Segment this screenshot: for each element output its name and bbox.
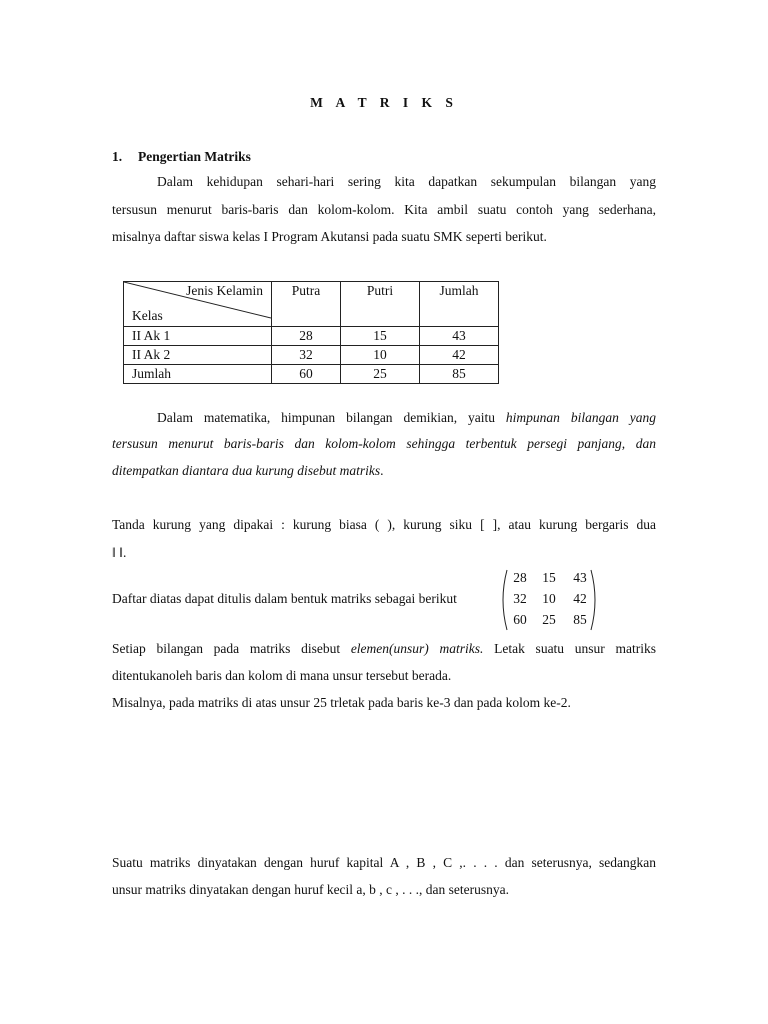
para5-line1-normal: Setiap bilangan pada matriks disebut — [112, 641, 351, 656]
matrix — [499, 568, 599, 632]
matrix-cell: 32 — [513, 591, 527, 606]
para5-line1-italic: elemen(unsur) matriks. — [350, 641, 484, 656]
row-label: II Ak 1 — [124, 327, 272, 346]
table-cell: 60 — [272, 365, 341, 384]
section-heading-text: Pengertian Matriks — [138, 149, 251, 164]
para2-line1 — [112, 410, 656, 426]
page-title: M A T R I K S — [310, 95, 458, 110]
para6-line1: Suatu matriks dinyatakan dengan huruf kapital A , B , C ,. . . . dan seterusnya, sedangkan — [112, 855, 656, 870]
matrix-cell: 28 — [513, 570, 527, 585]
para6-line2: unsur matriks dinyatakan dengan huruf kecil a, b , c , . . ., dan seterusnya. — [112, 882, 510, 897]
table-cell: 43 — [420, 327, 499, 346]
para3-line2: ‖ ‖. — [112, 545, 127, 560]
table-row — [124, 365, 499, 384]
para2-line3 — [112, 463, 656, 479]
column-header: Putra — [272, 282, 341, 327]
table-corner-header — [124, 282, 272, 327]
matrix-cell: 85 — [573, 612, 587, 627]
table-cell: 10 — [341, 346, 420, 365]
para5-line2: ditentukanoleh baris dan kolom di mana unsur tersebut berada. — [112, 668, 452, 683]
matrix-cell: 42 — [573, 591, 587, 606]
student-table — [123, 281, 499, 384]
row-label: II Ak 2 — [124, 346, 272, 365]
column-header: Putri — [341, 282, 420, 327]
para3-line1: Tanda kurung yang dipakai : kurung biasa ( ), kurung siku [ ], atau kurung bergaris dua — [112, 517, 656, 532]
para2-line2-italic: tersusun menurut baris-baris dan kolom-kolom sehingga terbentuk persegi panjang, dan — [112, 436, 656, 451]
table-row — [124, 346, 499, 365]
para4-text: Daftar diatas dapat ditulis dalam bentuk matriks sebagai berikut — [112, 591, 457, 606]
matrix-cell: 25 — [542, 612, 556, 627]
section-heading — [112, 149, 251, 165]
matrix-row — [507, 589, 593, 609]
header-kelas: Kelas — [132, 308, 163, 323]
header-jenis-kelamin: Jenis Kelamin — [186, 283, 263, 298]
para1-line3: misalnya daftar siswa kelas I Program Akutansi pada suatu SMK seperti berikut. — [112, 229, 547, 244]
row-label: Jumlah — [124, 365, 272, 384]
para5-line3: Misalnya, pada matriks di atas unsur 25 trletak pada baris ke-3 dan pada kolom ke-2. — [112, 695, 571, 710]
table-cell: 42 — [420, 346, 499, 365]
table-cell: 32 — [272, 346, 341, 365]
matrix-row — [507, 610, 593, 630]
para1-line2: tersusun menurut baris-baris dan kolom-kolom. Kita ambil suatu contoh yang sederhana, — [112, 202, 656, 217]
section-number: 1. — [112, 149, 123, 164]
matrix-cell: 43 — [573, 570, 587, 585]
table-cell: 25 — [341, 365, 420, 384]
para2-line2 — [112, 436, 656, 452]
matrix-cell: 10 — [542, 591, 556, 606]
matrix-row — [507, 568, 593, 588]
table-cell: 15 — [341, 327, 420, 346]
table-cell: 85 — [420, 365, 499, 384]
matrix-cell: 15 — [542, 570, 556, 585]
para2-line1-normal: Dalam matematika, himpunan bilangan demikian, yaitu — [157, 410, 506, 425]
para5-line1 — [112, 641, 656, 657]
para2-line1-italic: himpunan bilangan yang — [505, 410, 656, 425]
table-header-row — [124, 282, 499, 327]
matrix-cell: 60 — [513, 612, 527, 627]
table-cell: 28 — [272, 327, 341, 346]
table-row — [124, 327, 499, 346]
column-header: Jumlah — [420, 282, 499, 327]
para2-line3-end: . — [380, 463, 384, 478]
para1-line1: Dalam kehidupan sehari-hari sering kita dapatkan sekumpulan bilangan yang — [157, 174, 656, 189]
para2-line3-italic: ditempatkan diantara dua kurung disebut matriks — [112, 463, 381, 478]
para5-line1-end: Letak suatu unsur matriks — [483, 641, 656, 656]
